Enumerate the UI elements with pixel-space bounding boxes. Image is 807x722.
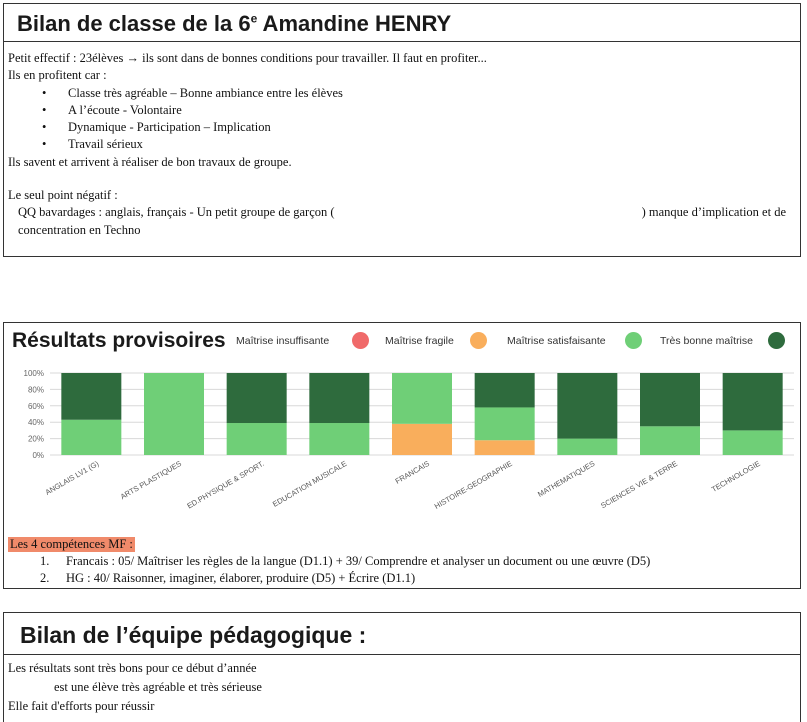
bar-segment (227, 423, 287, 455)
equipe-line-3: Elle fait d'efforts pour réussir (8, 699, 155, 713)
x-tick-label: TECHNOLOGIE (709, 458, 762, 495)
equipe-line-1: Les résultats sont très bons pour ce début d’année (8, 661, 257, 675)
y-tick-label: 60% (27, 401, 44, 411)
list-item: • A l’écoute - Volontaire (68, 102, 800, 119)
list-item: • Travail sérieux (68, 136, 800, 153)
x-tick-label: SCIENCES VIE & TERRE (599, 458, 679, 511)
bar-segment (61, 373, 121, 420)
bar-segment (392, 424, 452, 455)
bar-segment (227, 373, 287, 423)
bar-segment (144, 373, 204, 455)
negatif-text-b: ) manque d’implication et de (641, 205, 786, 220)
y-tick-label: 20% (27, 434, 44, 444)
profitent-line: Ils en profitent car : (8, 68, 107, 83)
resultats-title: Résultats provisoires (12, 329, 226, 352)
bar-segment (392, 373, 452, 424)
list-item (40, 553, 650, 570)
y-tick-label: 40% (27, 418, 44, 428)
y-tick-label: 0% (32, 451, 44, 460)
legend-dot-fragile (470, 332, 487, 349)
list-item: • Dynamique - Participation – Implication (68, 119, 800, 136)
legend-label-satisfaisante: Maîtrise satisfaisante (507, 335, 606, 347)
mf-list (40, 553, 650, 587)
x-tick-label: MATHEMATIQUES (536, 458, 597, 499)
x-tick-label: ED.PHYSIQUE & SPORT. (185, 458, 266, 511)
bar-segment (475, 407, 535, 440)
bar-segment (61, 420, 121, 455)
list-item (40, 570, 650, 587)
bar-segment (557, 439, 617, 455)
effectif-line: Petit effectif : 23élèves → ils sont dans de bonnes conditions pour travailler. Il faut en profiter... (8, 51, 487, 65)
legend-label-tres-bonne: Très bonne maîtrise (660, 335, 753, 347)
resultats-header (4, 323, 800, 363)
item-number: 1. (40, 554, 50, 568)
legend-dot-insuffisante (352, 332, 369, 349)
bar-segment (557, 373, 617, 439)
mf-label: Les 4 compétences MF : (10, 537, 133, 551)
resultats-section (3, 322, 801, 589)
negatif-label: Le seul point négatif : (8, 188, 118, 203)
bilan-equipe-section (3, 612, 801, 722)
title-superscript: e (250, 11, 258, 26)
negatif-line-2: concentration en Techno (18, 222, 141, 237)
travaux-line: Ils savent et arrivent à réaliser de bon travaux de groupe. (8, 154, 292, 169)
legend-dot-tres-bonne (768, 332, 785, 349)
x-tick-label: FRANCAIS (393, 458, 431, 486)
x-tick-label: ARTS PLASTIQUES (118, 458, 183, 502)
bilan-classe-section (3, 3, 801, 257)
bar-segment (640, 373, 700, 426)
bar-segment (723, 373, 783, 430)
qualites-list (8, 85, 800, 154)
bar-segment (475, 373, 535, 407)
legend-dot-satisfaisante (625, 332, 642, 349)
list-item: • Classe très agréable – Bonne ambiance entre les élèves (68, 85, 800, 102)
title-text: Bilan de classe de la 6 (17, 11, 251, 36)
bilan-equipe-title: Bilan de l’équipe pédagogique : (4, 613, 800, 655)
item-text: HG : 40/ Raisonner, imaginer, élaborer, produire (D5) + Écrire (D1.1) (66, 571, 416, 585)
negatif-line (8, 204, 800, 221)
x-tick-label: EDUCATION MUSICALE (271, 458, 349, 509)
title-text-end: Amandine HENRY (257, 11, 452, 36)
x-tick-label: ANGLAIS LV1 (G) (43, 458, 101, 497)
legend-label-fragile: Maîtrise fragile (385, 335, 454, 347)
legend-label-insuffisante: Maîtrise insuffisante (236, 335, 330, 347)
bilan-classe-body (4, 42, 800, 239)
y-tick-label: 100% (23, 369, 44, 378)
bar-segment (723, 430, 783, 455)
item-text: Francais : 05/ Maîtriser les règles de la langue (D1.1) + 39/ Comprendre et analyser un document ou une œuvre (D5) (66, 554, 651, 568)
item-number: 2. (40, 571, 50, 585)
bar-segment (309, 423, 369, 455)
y-tick-label: 80% (27, 385, 44, 395)
resultats-chart (4, 363, 800, 538)
x-tick-label: HISTOIRE-GEOGRAPHIE (432, 458, 514, 511)
equipe-line-2: est une élève très agréable et très sérieuse (54, 680, 262, 694)
bar-segment (475, 440, 535, 455)
bar-segment (640, 426, 700, 455)
bilan-classe-title (4, 4, 800, 42)
bilan-equipe-body (4, 655, 800, 716)
negatif-text-a: QQ bavardages : anglais, français - Un petit groupe de garçon ( (18, 205, 335, 220)
bar-segment (309, 373, 369, 423)
